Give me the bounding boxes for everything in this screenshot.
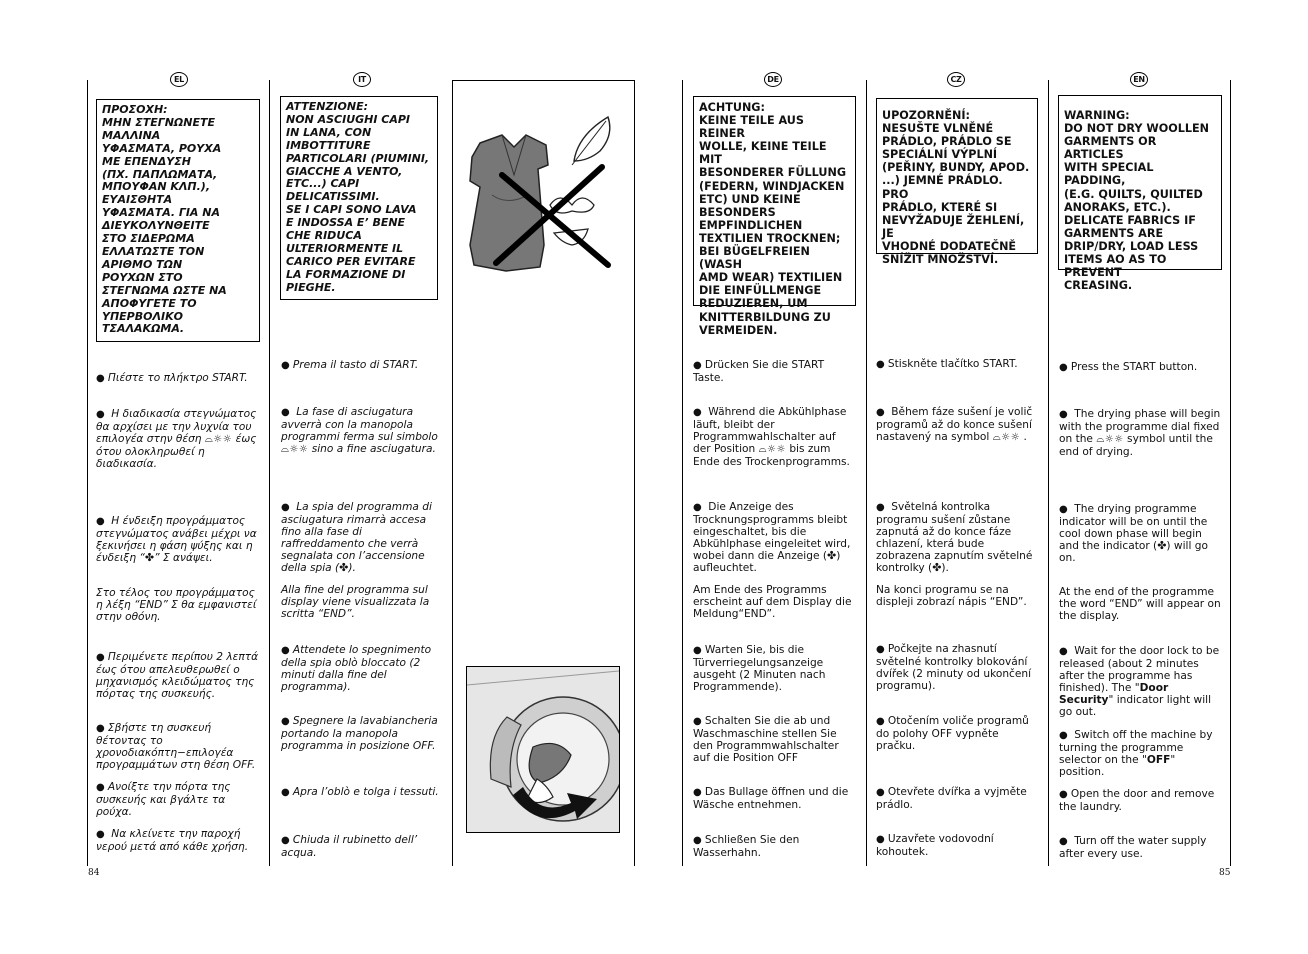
step-drying-de bbox=[693, 406, 855, 468]
text: " position. bbox=[1059, 754, 1176, 778]
step-wait-it: ● Attendete lo spegnimento della spia oblò bloccato (2 minuti dalla fine del programma). bbox=[281, 644, 441, 693]
page-number-right: 85 bbox=[1219, 868, 1231, 878]
step-wait-el: ● Περιμένετε περίπου 2 λεπτά έως ότου απελευθερωθεί ο μηχανισμός κλειδώματος της πόρτας της συσκευής. bbox=[96, 651, 261, 700]
fan-indicator-icon: ✤ bbox=[1157, 539, 1167, 552]
step-water-cz: ● Uzavřete vodovodní kohoutek. bbox=[876, 833, 1039, 858]
off-label: OFF bbox=[1146, 754, 1171, 766]
text: sino a fine asciugatura. bbox=[311, 443, 436, 455]
step-start-en: ● Press the START button. bbox=[1059, 361, 1223, 374]
column-divider bbox=[269, 80, 270, 866]
washer-door-illustration bbox=[466, 666, 620, 833]
warning-box-en: WARNING: DO NOT DRY WOOLLEN GARMENTS OR ARTICLES WITH SPECIAL PADDING, (E.G. QUILTS, QUILTED ANORAKS, ETC.). DELICATE FABRICS IF GARMENTS ARE DRIP/DRY, LOAD LESS ITEMS AO AS TO PREVENT CREASING. bbox=[1058, 95, 1222, 270]
step-start-cz: ● Stiskněte tlačítko START. bbox=[876, 358, 1039, 371]
step-wait-de: ● Warten Sie, bis die Türverriegelungsanzeige ausgeht (2 Minuten nach Programmende). bbox=[693, 644, 855, 693]
step-open-de: ● Das Bullage öffnen und die Wäsche entnehmen. bbox=[693, 786, 855, 811]
step-wait-en bbox=[1059, 645, 1223, 718]
step-open-cz: ● Otevřete dvířka a vyjměte prádlo. bbox=[876, 786, 1039, 811]
step-water-it: ● Chiuda il rubinetto dell’ acqua. bbox=[281, 834, 441, 859]
step-drying-cz bbox=[876, 406, 1039, 444]
text: Η διαδικασία στεγνώματος θα αρχίσει με την λυχνία του επιλογέα στην θέση bbox=[96, 408, 257, 445]
step-open-en: ● Open the door and remove the laundry. bbox=[1059, 788, 1223, 813]
header-rule bbox=[452, 80, 635, 81]
column-divider bbox=[634, 80, 635, 866]
step-indicator-de bbox=[693, 501, 855, 574]
step-open-el: ● Ανοίξτε την πόρτα της συσκευής και βγάλτε τα ρούχα. bbox=[96, 781, 261, 818]
fan-indicator-icon: ✤ bbox=[932, 561, 942, 574]
fan-indicator-icon: ✤ bbox=[144, 551, 155, 564]
column-divider bbox=[682, 80, 683, 866]
dryer-symbol-icon: ⌓☼☼ bbox=[992, 432, 1021, 443]
step-off-el: ● Σβήστε τη συσκευή θέτοντας το χρονοδιακόπτη−επιλογέα προγραμμάτων στη θέση OFF. bbox=[96, 722, 261, 771]
step-open-it: ● Apra l’oblò e tolga i tessuti. bbox=[281, 786, 441, 799]
lang-badge-de: DE bbox=[764, 72, 782, 87]
text: Wait for the door lock to be released (about 2 minutes after the programme has finished). The " bbox=[1059, 645, 1220, 694]
column-divider bbox=[1048, 80, 1049, 866]
fan-indicator-icon: ✤ bbox=[339, 561, 349, 574]
warning-box-el: ΠΡΟΣΟΧΗ: ΜΗΝ ΣΤΕΓΝΩΝΕΤΕ ΜΑΛΛΙΝΑ ΥΦΑΣΜΑΤΑ, ΡΟΥΧΑ ΜΕ ΕΠΕΝΔΥΣΗ (ΠΧ. ΠΑΠΛΩΜΑΤΑ, ΜΠΟΥΦΑΝ ΚΛΠ.), ΕΥΑΙΣΘΗΤΑ ΥΦΑΣΜΑΤΑ. ΓΙΑ ΝΑ ΔΙΕΥΚΟΛΥΝΘΕΙΤΕ ΣΤΟ ΣΙΔΕΡΩΜΑ ΕΛΛΑΤΩΣΤΕ ΤΟΝ ΑΡΙΘΜΟ ΤΩΝ ΡΟΥΧΩΝ ΣΤΟ ΣΤΕΓΝΩΜΑ ΩΣΤΕ ΝΑ ΑΠΟΦΥΓΕΤΕ ΤΟ ΥΠΕΡΒΟΛΙΚΟ ΤΣΑΛΑΚΩΜΑ. bbox=[96, 99, 260, 342]
step-end-en: At the end of the programme the word “END” will appear on the display. bbox=[1059, 586, 1221, 622]
warning-box-de: ACHTUNG: KEINE TEILE AUS REINER WOLLE, KEINE TEILE MIT BESONDERER FÜLLUNG (FEDERN, WINDJACKEN ETC) UND KEINE BESONDERS EMPFINDLICHEN TEXTILIEN TROCKNEN; BEI BÜGELFREIEN (WASH AMD WEAR) TEXTILIEN DIE EINFÜLLMENGE REDUZIEREN, UM KNITTERBILDUNG ZU VERMEIDEN. bbox=[693, 96, 856, 306]
lang-badge-it: IT bbox=[353, 72, 371, 87]
crossed-garments-icon bbox=[462, 95, 627, 275]
step-end-de: Am Ende des Programms erscheint auf dem Display die Meldung“END”. bbox=[693, 584, 852, 620]
fan-indicator-icon: ✤ bbox=[827, 549, 837, 562]
text: ” Σ ανάψει. bbox=[154, 552, 213, 564]
step-end-it: Alla fine del programma sul display viene visualizzata la scritta “END”. bbox=[281, 584, 430, 620]
step-drying-it bbox=[281, 406, 441, 456]
text: The drying phase will begin with the programme dial fixed on the bbox=[1059, 408, 1221, 445]
text: ). bbox=[941, 562, 949, 574]
text: " indicator light will go out. bbox=[1059, 694, 1212, 718]
warning-box-cz: UPOZORNĚNÍ: NESUŠTE VLNĚNÉ PRÁDLO, PRÁDLO SE SPECIÁLNÍ VÝPLNÍ (PEŘINY, BUNDY, APOD. ...) JEMNÉ PRÁDLO. PRO PRÁDLO, KTERÉ SI NEVYŽADUJE ŽEHLENÍ, JE VHODNÉ DODATEČNĚ SNÍŽIT MNOŽSTVÍ. bbox=[876, 98, 1038, 254]
open-door-laundry-icon bbox=[467, 667, 619, 832]
text: ). bbox=[348, 562, 356, 574]
step-off-cz: ● Otočením voliče programů do polohy OFF vypněte pračku. bbox=[876, 715, 1039, 752]
text: Η ένδειξη προγράμματος στεγνώματος ανάβει μέχρι να ξεκινήσει η φάση ψύξης και η ένδειξη “ bbox=[96, 515, 257, 564]
step-off-de: ● Schalten Sie die ab und Waschmaschine stellen Sie den Programmwahlschalter auf die Position OFF bbox=[693, 715, 855, 764]
step-end-cz: Na konci programu se na displeji zobrazí nápis “END”. bbox=[876, 584, 1027, 608]
text: Die Anzeige des Trocknungsprogramms bleibt eingeschaltet, bis die Abkühlphase eingeleitet wird, wobei dann die Anzeige ( bbox=[693, 501, 851, 562]
text: Switch off the machine by turning the programme selector on the " bbox=[1059, 729, 1213, 766]
dryer-symbol-icon: ⌓☼☼ bbox=[204, 434, 233, 445]
text: . bbox=[1023, 431, 1027, 443]
text: The drying programme indicator will be on until the cool down phase will begin and the indicator ( bbox=[1059, 503, 1208, 552]
step-water-el: ● Να κλείνετε την παροχή νερού μετά από κάθε χρήση. bbox=[96, 828, 261, 853]
step-indicator-cz bbox=[876, 501, 1039, 574]
step-drying-en bbox=[1059, 408, 1223, 458]
door-security-label: Door Security bbox=[1059, 682, 1169, 706]
column-divider bbox=[452, 80, 453, 866]
text: symbol until the end of drying. bbox=[1059, 433, 1213, 458]
step-water-en: ● Turn off the water supply after every use. bbox=[1059, 835, 1223, 860]
column-divider bbox=[87, 80, 88, 866]
lang-badge-cz: CZ bbox=[947, 72, 965, 87]
text: έως ότου ολοκληρωθεί η διαδικασία. bbox=[96, 433, 257, 470]
step-off-en bbox=[1059, 729, 1223, 778]
step-indicator-it bbox=[281, 501, 441, 574]
text: Během fáze sušení je volič programů až do konce sušení nastavený na symbol bbox=[876, 406, 1033, 443]
text: Světelná kontrolka programu sušení zůstane zapnutá až do konce fáze chlazení, která bude zobrazena zapnutím světelné kontrolky ( bbox=[876, 501, 1033, 574]
column-divider bbox=[1230, 80, 1231, 866]
step-start-de: ● Drücken Sie die START Taste. bbox=[693, 359, 855, 384]
lang-badge-en: EN bbox=[1130, 72, 1148, 87]
text: Während die Abkühlphase läuft, bleibt der Programmwahlschalter auf der Position bbox=[693, 406, 847, 455]
text: bis zum Ende des Trockenprogramms. bbox=[693, 443, 850, 468]
dryer-symbol-icon: ⌓☼☼ bbox=[1096, 434, 1124, 445]
page-number-left: 84 bbox=[88, 868, 100, 878]
step-water-de: ● Schließen Sie den Wasserhahn. bbox=[693, 834, 855, 859]
step-off-it: ● Spegnere la lavabiancheria portando la manopola programma in posizione OFF. bbox=[281, 715, 441, 752]
lang-badge-el: EL bbox=[170, 72, 188, 87]
text: La fase di asciugatura avverrà con la manopola programmi ferma sul simbolo bbox=[281, 406, 438, 443]
column-divider bbox=[866, 80, 867, 866]
step-start-el: ● Πιέστε το πλήκτρο START. bbox=[96, 372, 261, 385]
step-start-it: ● Prema il tasto di START. bbox=[281, 359, 441, 372]
dryer-symbol-icon: ⌓☼☼ bbox=[281, 444, 309, 455]
step-drying-el bbox=[96, 408, 261, 470]
dryer-symbol-icon: ⌓☼☼ bbox=[758, 444, 786, 455]
text: ) will go on. bbox=[1059, 540, 1208, 564]
step-indicator-el bbox=[96, 515, 261, 564]
warning-box-it: ATTENZIONE: NON ASCIUGHI CAPI IN LANA, CON IMBOTTITURE PARTICOLARI (PIUMINI, GIACCHE A VENTO, ETC...) CAPI DELICATISSIMI. SE I CAPI SONO LAVA E INDOSSA E’ BENE CHE RIDUCA ULTERIORMENTE IL CARICO PER EVITARE LA FORMAZIONE DI PIEGHE. bbox=[280, 96, 438, 300]
text: La spia del programma di asciugatura rimarrà accesa fino alla fase di raffreddamento che verrà segnalata con l’accensione della spia ( bbox=[281, 501, 432, 574]
step-indicator-en bbox=[1059, 503, 1223, 564]
text: ) aufleuchtet. bbox=[693, 550, 841, 574]
no-delicates-illustration bbox=[462, 95, 627, 275]
step-wait-cz: ● Počkejte na zhasnutí světelné kontrolky blokování dvířek (2 minuty od ukončení programu). bbox=[876, 643, 1039, 692]
step-end-el: Στο τέλος του προγράμματος η λέξη “END” Σ θα εμφανιστεί στην οθόνη. bbox=[96, 587, 257, 623]
